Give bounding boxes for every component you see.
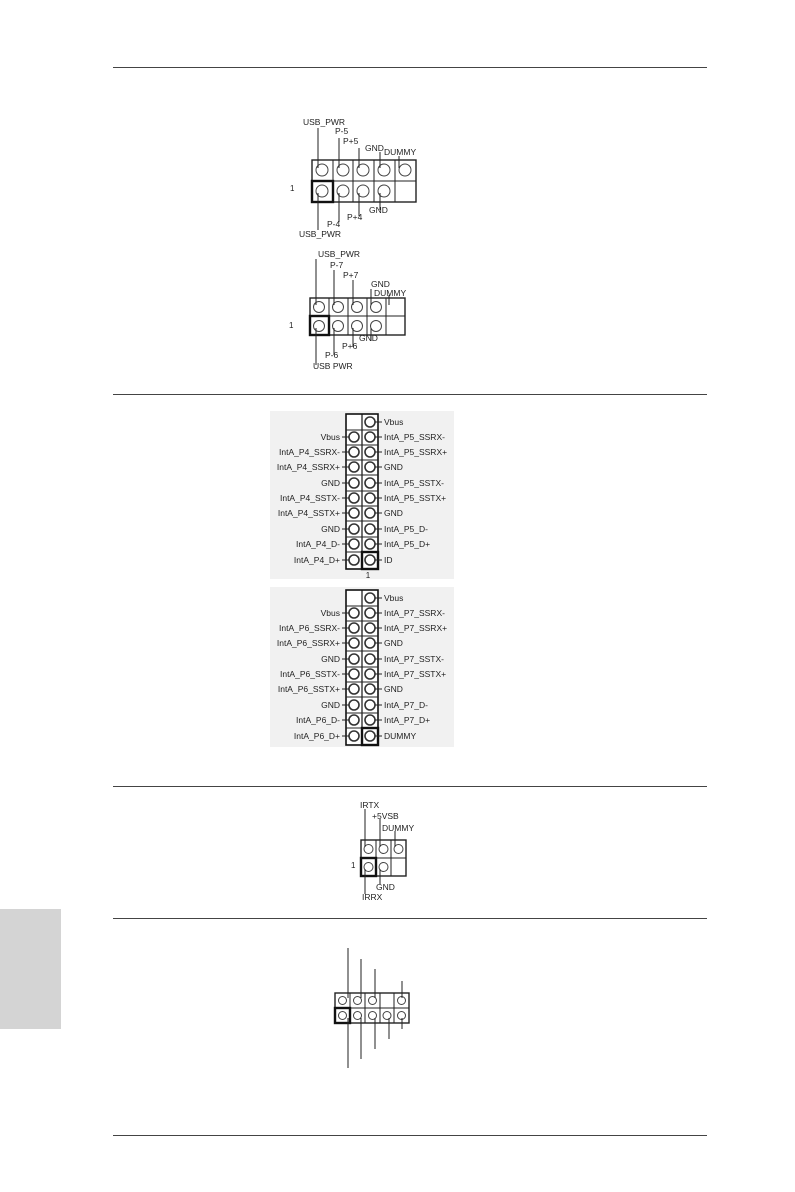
left-label-6: IntA_P6_SSTX+ — [277, 684, 340, 694]
label-dummy: DUMMY — [382, 823, 415, 833]
label-p-4: P-4 — [327, 219, 341, 229]
right-label-8: IntA_P5_D- — [384, 524, 428, 534]
left-label-8: IntA_P4_D- — [296, 539, 340, 549]
usb3-header-b-diagram — [270, 587, 454, 747]
right-label-4: GND — [384, 462, 403, 472]
top-rule — [113, 67, 707, 68]
left-label-9: IntA_P6_D+ — [293, 731, 340, 741]
right-label-4: GND — [384, 638, 403, 648]
label-5vsb: +5VSB — [372, 811, 399, 821]
label-p-6: P-6 — [325, 350, 339, 360]
label-dummy: DUMMY — [374, 288, 407, 298]
label-irtx: IRTX — [360, 800, 380, 810]
usb2-header-b-diagram — [285, 245, 425, 375]
left-label-9: IntA_P4_D+ — [293, 555, 340, 565]
left-label-4: GND — [321, 654, 340, 664]
left-label-2: IntA_P6_SSRX- — [279, 623, 340, 633]
section-divider-1 — [113, 394, 707, 395]
pin1-marker — [312, 181, 333, 202]
label-p+6: P+6 — [342, 341, 358, 351]
label-p-7: P-7 — [330, 260, 344, 270]
left-label-7: GND — [321, 524, 340, 534]
left-label-3: IntA_P4_SSRX+ — [276, 462, 340, 472]
section-divider-3 — [113, 918, 707, 919]
label-dummy: DUMMY — [384, 147, 417, 157]
right-label-6: IntA_P7_SSTX+ — [384, 669, 447, 679]
left-label-5: IntA_P4_SSTX- — [279, 493, 340, 503]
left-label-8: IntA_P6_D- — [296, 715, 340, 725]
right-label-5: IntA_P5_SSTX- — [384, 478, 445, 488]
label-usb-pwr-bottom: USB_PWR — [299, 229, 342, 239]
label-gnd-top: GND — [365, 143, 384, 153]
left-label-2: IntA_P4_SSRX- — [279, 447, 340, 457]
right-label-10: ID — [384, 555, 393, 565]
label-p+5: P+5 — [343, 136, 359, 146]
label-gnd-bottom: GND — [359, 333, 378, 343]
section-divider-2 — [113, 786, 707, 787]
right-label-2: IntA_P7_SSRX- — [384, 608, 445, 618]
left-label-1: Vbus — [320, 432, 340, 442]
label-gnd-top: GND — [371, 279, 390, 289]
label-p+4: P+4 — [347, 212, 363, 222]
right-label-3: IntA_P7_SSRX+ — [384, 623, 448, 633]
right-label-6: IntA_P5_SSTX+ — [384, 493, 447, 503]
side-language-tab — [0, 909, 61, 1029]
left-label-7: GND — [321, 700, 340, 710]
right-label-1: Vbus — [384, 417, 404, 427]
label-gnd-bottom: GND — [369, 205, 388, 215]
bottom-rule — [113, 1135, 707, 1136]
label-usb-pwr-bottom: USB PWR — [313, 361, 353, 371]
left-label-6: IntA_P4_SSTX+ — [277, 508, 340, 518]
audio-header-diagram — [330, 943, 420, 1073]
left-label-1: Vbus — [320, 608, 340, 618]
pin1-marker — [310, 316, 329, 335]
pin1-label: 1 — [351, 861, 356, 870]
pin1-label: 1 — [290, 184, 295, 193]
left-label-4: GND — [321, 478, 340, 488]
label-usb-pwr-top: USB_PWR — [303, 117, 346, 127]
usb2-header-a-diagram — [285, 110, 425, 240]
right-label-7: GND — [384, 508, 403, 518]
label-p+7: P+7 — [343, 270, 359, 280]
right-label-1: Vbus — [384, 593, 404, 603]
label-gnd: GND — [376, 882, 395, 892]
right-label-10: DUMMY — [384, 731, 417, 741]
right-label-3: IntA_P5_SSRX+ — [384, 447, 448, 457]
ir-header-diagram — [350, 798, 460, 904]
right-label-5: IntA_P7_SSTX- — [384, 654, 445, 664]
pin1-marker — [361, 858, 376, 876]
left-label-3: IntA_P6_SSRX+ — [276, 638, 340, 648]
right-label-2: IntA_P5_SSRX- — [384, 432, 445, 442]
right-label-7: GND — [384, 684, 403, 694]
right-label-9: IntA_P5_D+ — [384, 539, 431, 549]
label-irrx: IRRX — [362, 892, 383, 902]
label-usb-pwr-top: USB_PWR — [318, 249, 361, 259]
pin1-label: 1 — [289, 321, 294, 330]
left-label-5: IntA_P6_SSTX- — [279, 669, 340, 679]
label-p-5: P-5 — [335, 126, 349, 136]
pin1-label: 1 — [365, 571, 371, 579]
right-label-9: IntA_P7_D+ — [384, 715, 431, 725]
right-label-8: IntA_P7_D- — [384, 700, 428, 710]
usb3-header-a-diagram — [270, 411, 454, 579]
